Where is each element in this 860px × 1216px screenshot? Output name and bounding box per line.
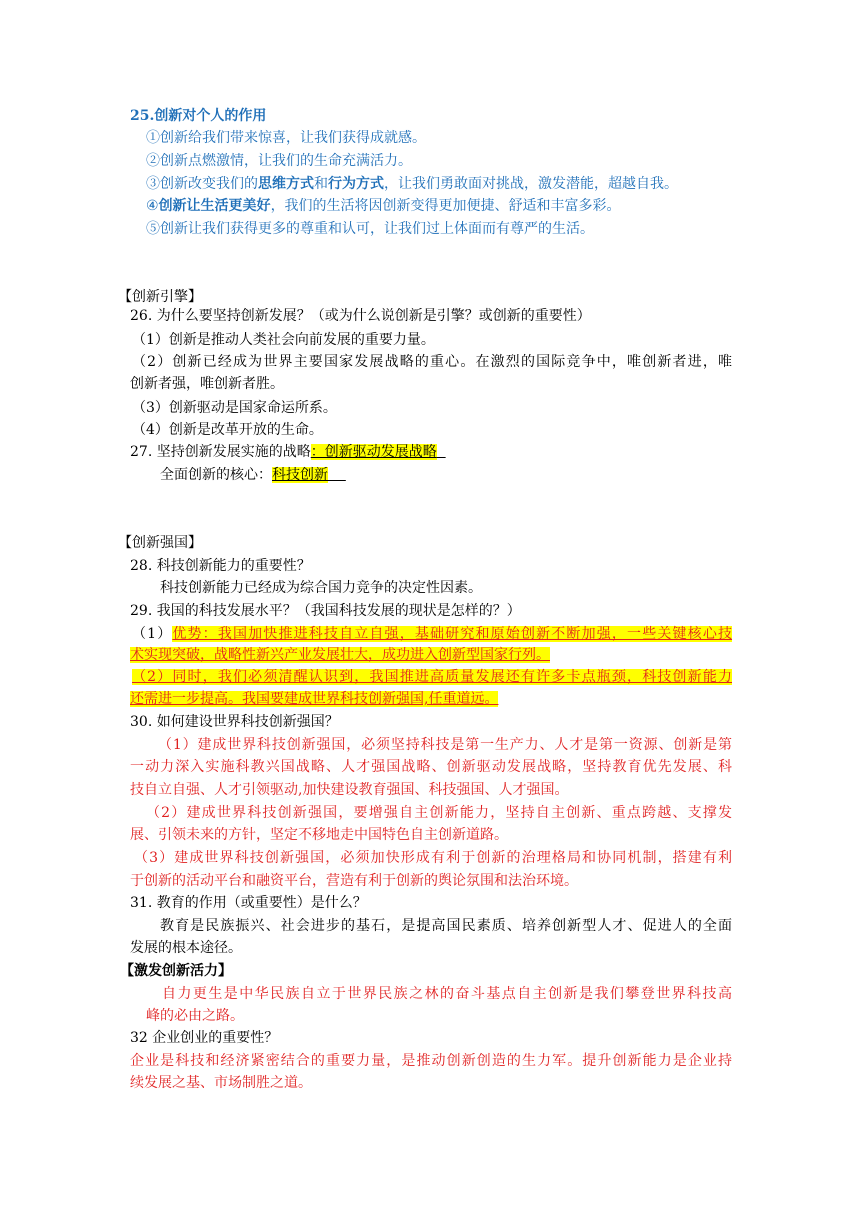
section-25-title: 25.创新对个人的作用 xyxy=(130,108,267,124)
s26-answer-3: （3）创新驱动是国家命运所系。 xyxy=(132,400,337,416)
s28-answer: 科技创新能力已经成为综合国力竞争的决定性因素。 xyxy=(160,580,482,596)
s25-item-4-part: ④ xyxy=(146,198,159,214)
s25-item-3-part: ，让我们勇敢面对挑战，激发潜能，超越自我。 xyxy=(384,176,678,192)
s29-point-1b xyxy=(130,645,732,665)
s32-answer-b: 续发展之基、市场制胜之道。 xyxy=(130,1075,312,1091)
s27-strategy xyxy=(130,442,732,462)
s30-line: （2）建成世界科技创新强国，要增强自主创新能力，坚持自主创新、重点跨越、支撑发 xyxy=(146,805,732,821)
s27-strategy-answer: ：创新驱动发展战略 xyxy=(310,444,437,460)
s32-question: 32 企业创业的重要性？ xyxy=(130,1030,279,1046)
s30-line: 技自立自强、人才引领驱动,加快建设教育强国、科技强国、人才强国。 xyxy=(130,782,569,798)
section-heading-vitality: 【激发创新活力】 xyxy=(120,963,232,979)
s31-answer-a: 教育是民族振兴、社会进步的基石，是提高国民素质、培养创新型人才、促进人的全面 xyxy=(160,918,732,934)
s29-question: 29. 我国的科技发展水平？（我国科技发展的现状是怎样的？） xyxy=(130,603,521,619)
s25-item-4 xyxy=(146,196,732,216)
s25-item-3-part: ③创新改变我们的 xyxy=(146,176,258,192)
s27-core xyxy=(160,465,732,485)
s25-item-4-bold: 创新让生活更美好 xyxy=(158,198,271,214)
s25-item-4-part: ，我们的生活将因创新变得更加便捷、舒适和丰富多彩。 xyxy=(270,198,621,214)
s29-point-1-num: （1） xyxy=(132,626,173,642)
s26-question: 26. 为什么要坚持创新发展？（或为什么说创新是引擎？或创新的重要性） xyxy=(130,308,591,324)
s29-point-2-text: （2）同时，我们必须清醒认识到，我国推进高质量发展还有许多卡点瓶颈，科技创新能力 xyxy=(132,669,732,685)
vitality-line-1: 自力更生是中华民族自立于世界民族之林的奋斗基点自主创新是我们攀登世界科技高 xyxy=(162,986,732,1002)
s26-answer-2a: （2）创新已经成为世界主要国家发展战略的重心。在激烈的国际竞争中，唯创新者进，唯 xyxy=(132,354,732,370)
s27-core-label: 全面创新的核心： xyxy=(160,467,272,483)
s25-item-3 xyxy=(146,174,732,194)
s29-point-1-text: 优势：我国加快推进科技自立自强，基础研究和原始创新不断加强，一些关键核心技 xyxy=(172,626,732,642)
s25-item-1: ①创新给我们带来惊喜，让我们获得成就感。 xyxy=(146,130,426,146)
s26-answer-2b: 创新者强，唯创新者胜。 xyxy=(130,376,284,392)
s26-answer-4: （4）创新是改革开放的生命。 xyxy=(132,422,323,438)
s27-strategy-label: 27. 坚持创新发展实施的战略 xyxy=(130,444,311,460)
s25-item-3-bold: 思维方式 xyxy=(258,176,314,192)
s29-point-1-text: 术实现突破，战略性新兴产业发展壮大，成功进入创新型国家行列。 xyxy=(130,647,550,663)
s27-core-answer: 科技创新 xyxy=(272,467,328,483)
s31-question: 31. 教育的作用（或重要性）是什么？ xyxy=(130,895,367,911)
s30-line: 于创新的活动平台和融资平台，营造有利于创新的舆论氛围和法治环境。 xyxy=(130,873,578,889)
s30-question: 30. 如何建设世界科技创新强国？ xyxy=(130,714,339,730)
s30-line: 一动力深入实施科教兴国战略、人才强国战略、创新驱动发展战略，坚持教育优先发展、科 xyxy=(130,759,732,775)
s31-answer-b: 发展的根本途径。 xyxy=(130,940,242,956)
s29-point-2-text: 还需进一步提高。我国要建成世界科技创新强国,任重道远。 xyxy=(130,691,499,707)
s25-item-5: ⑤创新让我们获得更多的尊重和认可，让我们过上体面而有尊严的生活。 xyxy=(146,221,594,237)
s30-line: 展、引领未来的方针，坚定不移地走中国特色自主创新道路。 xyxy=(130,827,508,843)
s25-item-3-part: 和 xyxy=(314,176,328,192)
s29-point-2b xyxy=(130,689,732,709)
s29-point-1a xyxy=(132,624,732,644)
s30-line: （1）建成世界科技创新强国，必须坚持科技是第一生产力、人才是第一资源、创新是第 xyxy=(158,737,732,753)
s28-question: 28. 科技创新能力的重要性？ xyxy=(130,558,311,574)
s32-answer-a: 企业是科技和经济紧密结合的重要力量，是推动创新创造的生力军。提升创新能力是企业持 xyxy=(130,1053,732,1069)
section-heading-strong-nation: 【创新强国】 xyxy=(118,535,202,551)
s29-point-2a xyxy=(132,667,732,687)
s25-item-3-bold: 行为方式 xyxy=(328,176,384,192)
vitality-line-2: 峰的必由之路。 xyxy=(146,1008,244,1024)
s25-item-2: ②创新点燃激情，让我们的生命充满活力。 xyxy=(146,153,412,169)
s26-answer-1: （1）创新是推动人类社会向前发展的重要力量。 xyxy=(132,332,435,348)
s30-line: （3）建成世界科技创新强国，必须加快形成有利于创新的治理格局和协同机制，搭建有利 xyxy=(134,850,732,866)
section-heading-engine: 【创新引擎】 xyxy=(118,289,202,305)
